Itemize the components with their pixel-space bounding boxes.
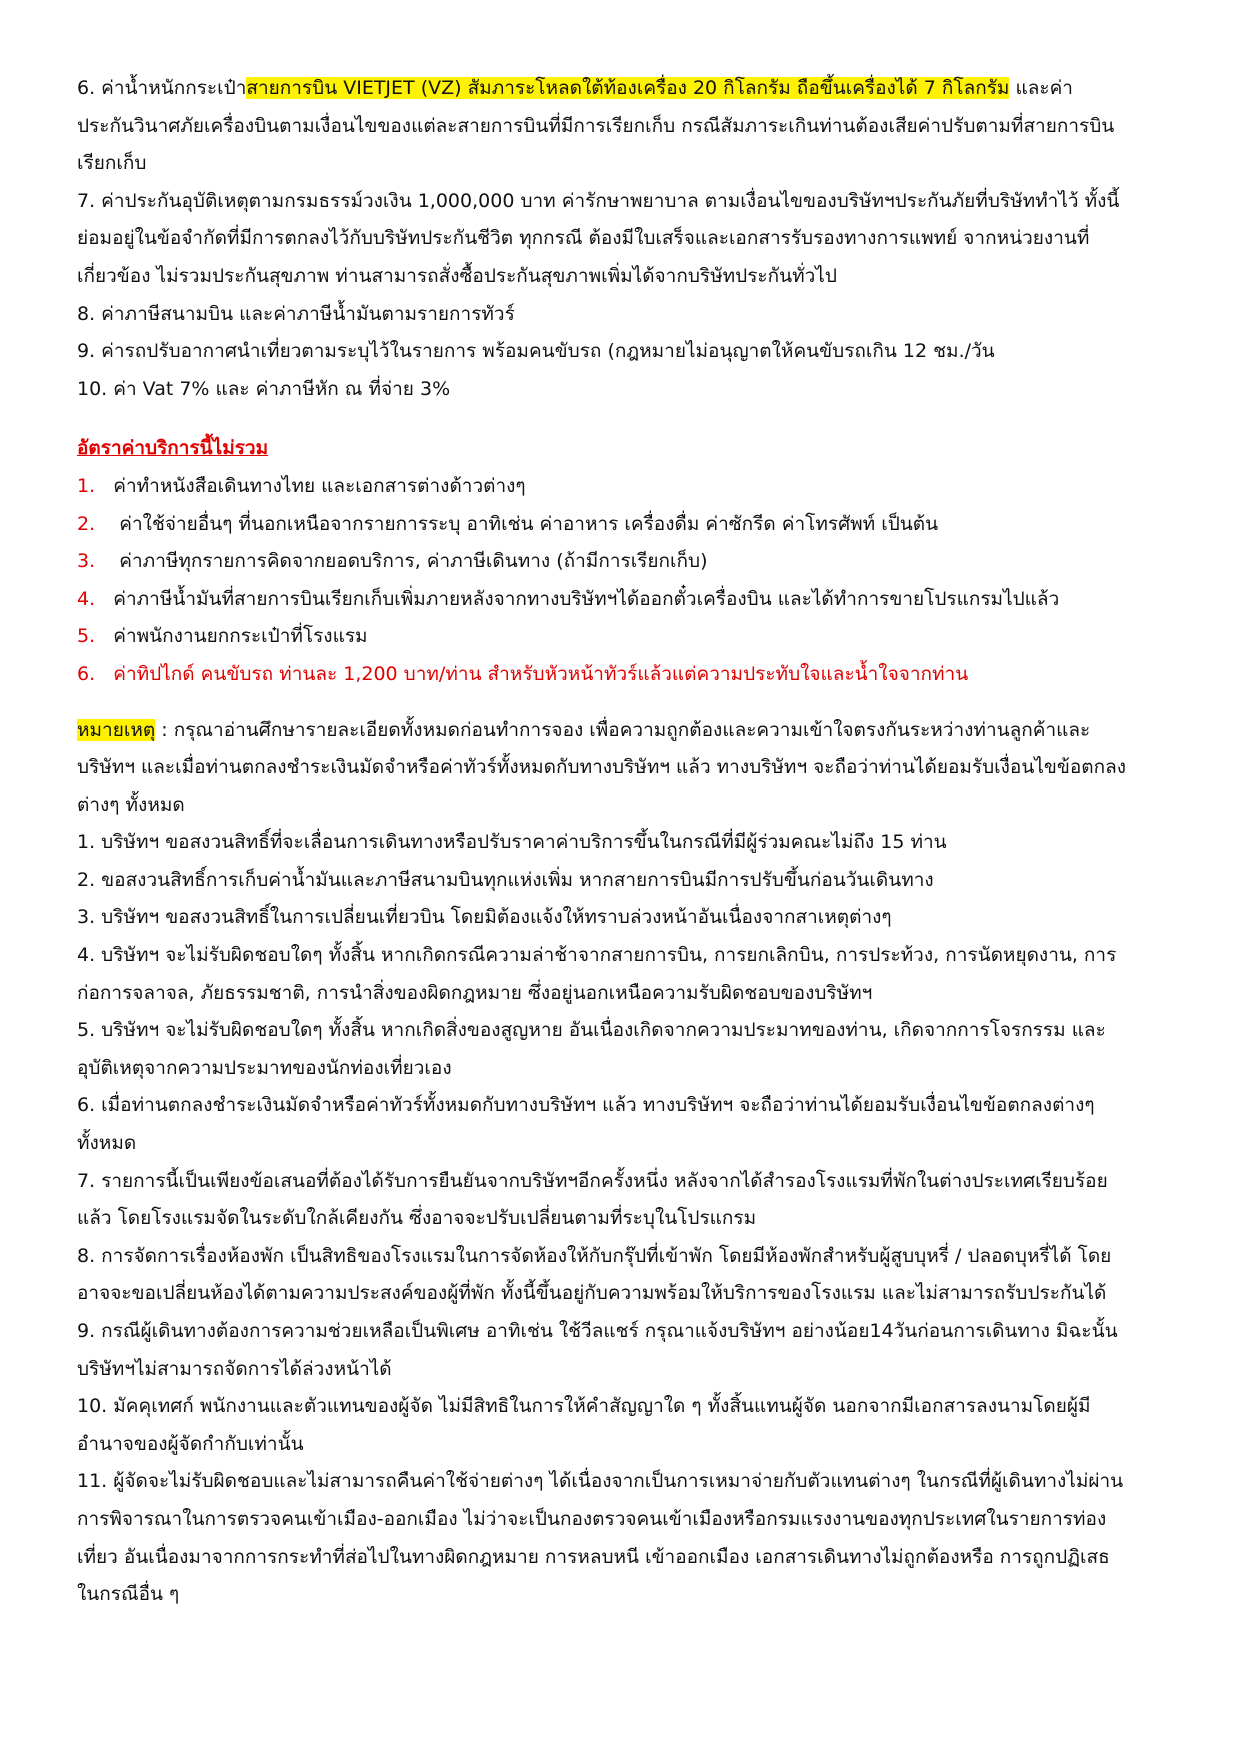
remark-intro-text: กรุณาอ่านศึกษารายละเอียดทั้งหมดก่อนทำการจอง เพื่อความถูกต้องและความเข้าใจตรงกันระหว่างท่านลูกค้าและบริษัทฯ และเมื่อท่านตกลงชำระเงินมัดจำหรือค่าทัวร์ทั้งหมดกับทางบริษัทฯ แล้ว ทางบริษัทฯ จะถือว่าท่านได้ยอมรับเงื่อนไขข้อตกลงต่างๆ ทั้งหมด [77, 718, 1127, 816]
document-page [77, 70, 1129, 1614]
item-number: 1. [77, 474, 96, 497]
included-item-7: 7. ค่าประกันอุบัติเหตุตามกรมธรรม์วงเงิน 1,000,000 บาท ค่ารักษาพยาบาล ตามเงื่อนไขของบริษัทฯประกันภัยที่บริษัททำไว้ ทั้งนี้ย่อมอยู่ในข้อจำกัดที่มีการตกลงไว้กับบริษัทประกันชีวิต ทุกกรณี ต้องมีใบเสร็จและเอกสารรับรองทางการแพทย์ จากหน่วยงานที่เกี่ยวข้อง ไม่รวมประกันสุขภาพ ท่านสามารถสั่งซื้อประกันสุขภาพเพิ่มได้จากบริษัทประกันทั่วไป [77, 189, 1120, 287]
item-text: และค่าประกันวินาศภัยเครื่องบินตามเงื่อนไขของแต่ละสายการบินที่มีการเรียกเก็บ กรณีสัมภาระเกินท่านต้องเสียค่าปรับตามที่สายการบินเรียกเก็บ [77, 77, 1115, 175]
not-included-item-5 [77, 618, 1129, 656]
remark-item-7: 7. รายการนี้เป็นเพียงข้อเสนอที่ต้องได้รับการยืนยันจากบริษัทฯอีกครั้งหนึ่ง หลังจากได้สำรองโรงแรมที่พักในต่างประเทศเรียบร้อยแล้ว โดยโรงแรมจัดในระดับใกล้เคียงกัน ซึ่งอาจจะปรับเปลี่ยนตามที่ระบุในโปรแกรม [77, 1169, 1108, 1230]
remark-item-10: 10. มัคคุเทศก์ พนักงานและตัวแทนของผู้จัด ไม่มีสิทธิในการให้คำสัญญาใด ๆ ทั้งสิ้นแทนผู้จัด นอกจากมีเอกสารลงนามโดยผู้มีอำนาจของผู้จัดกำกับเท่านั้น [77, 1395, 1091, 1455]
remark-item-4: 4. บริษัทฯ จะไม่รับผิดชอบใดๆ ทั้งสิ้น หากเกิดกรณีความล่าช้าจากสายการบิน, การยกเลิกบิน, การประท้วง, การนัดหยุดงาน, การก่อการจลาจล, ภัยธรรมชาติ, การนำสิ่งของผิดกฎหมาย ซึ่งอยู่นอกเหนือความรับผิดชอบของบริษัทฯ [77, 944, 1117, 1004]
not-included-item-3 [77, 543, 1129, 581]
remark-item-5: 5. บริษัทฯ จะไม่รับผิดชอบใดๆ ทั้งสิ้น หากเกิดสิ่งของสูญหาย อันเนื่องเกิดจากความประมาทของท่าน, เกิดจากการโจรกรรม และ อุบัติเหตุจากความประมาทของนักท่องเที่ยวเอง [77, 1019, 1106, 1079]
spacer [77, 408, 1129, 430]
included-item-8: 8. ค่าภาษีสนามบิน และค่าภาษีน้ำมันตามรายการทัวร์ [77, 302, 515, 325]
item-text: ค่าใช้จ่ายอื่นๆ ที่นอกเหนือจากรายการระบุ อาทิเช่น ค่าอาหาร เครื่องดื่ม ค่าซักรีด ค่าโทรศัพท์ เป็นต้น [113, 512, 939, 535]
item-text: ค่าภาษีน้ำมันที่สายการบินเรียกเก็บเพิ่มภายหลังจากทางบริษัทฯได้ออกตั๋วเครื่องบิน และได้ทำการขายโปรแกรมไปแล้ว [113, 587, 1060, 610]
not-included-item-4 [77, 581, 1129, 619]
remark-label: หมายเหตุ [77, 718, 156, 741]
item-number: 5. [77, 625, 96, 648]
item-number: 2. [77, 512, 96, 535]
item-number: 4. [77, 587, 96, 610]
item-text: ค่าพนักงานยกกระเป๋าที่โรงแรม [113, 625, 368, 648]
remark-intro [77, 712, 1129, 825]
remark-colon: : [155, 718, 174, 741]
item-number: 6. [77, 662, 96, 685]
remark-item-6: 6. เมื่อท่านตกลงชำระเงินมัดจำหรือค่าทัวร์ทั้งหมดกับทางบริษัทฯ แล้ว ทางบริษัทฯ จะถือว่าท่านได้ยอมรับเงื่อนไขข้อตกลงต่างๆ ทั้งหมด [77, 1094, 1095, 1155]
not-included-item-6 [77, 656, 1129, 694]
remark-item-3: 3. บริษัทฯ ขอสงวนสิทธิ์ในการเปลี่ยนเที่ยวบิน โดยมิต้องแจ้งให้ทราบล่วงหน้าอันเนื่องจากสาเหตุต่างๆ [77, 906, 892, 929]
included-item-6 [77, 70, 1129, 183]
baggage-highlight: สายการบิน VIETJET (VZ) สัมภาระโหลดใต้ท้องเครื่อง 20 กิโลกรัม ถือขึ้นเครื่องได้ 7 กิโลกรัม [246, 77, 1010, 99]
remark-item-9: 9. กรณีผู้เดินทางต้องการความช่วยเหลือเป็นพิเศษ อาทิเช่น ใช้วีลแชร์ กรุณาแจ้งบริษัทฯ อย่างน้อย14วันก่อนการเดินทาง มิฉะนั้น บริษัทฯไม่สามารถจัดการได้ล่วงหน้าได้ [77, 1320, 1118, 1380]
remark-item-1: 1. บริษัทฯ ขอสงวนสิทธิ์ที่จะเลื่อนการเดินทางหรือปรับราคาค่าบริการขึ้นในกรณีที่มีผู้ร่วมคณะไม่ถึง 15 ท่าน [77, 831, 947, 854]
item-text: ค่าทิปไกด์ คนขับรถ ท่านละ 1,200 บาท/ท่าน สำหรับหัวหน้าทัวร์แล้วแต่ความประทับใจและน้ำใจจากท่าน [113, 662, 969, 685]
item-text: ค่าภาษีทุกรายการคิดจากยอดบริการ, ค่าภาษีเดินทาง (ถ้ามีการเรียกเก็บ) [113, 550, 708, 573]
item-text: 6. ค่าน้ำหนักกระเป๋า [77, 77, 247, 99]
remark-item-11: 11. ผู้จัดจะไม่รับผิดชอบและไม่สามารถคืนค่าใช้จ่ายต่างๆ ได้เนื่องจากเป็นการเหมาจ่ายกับตัวแทนต่างๆ ในกรณีที่ผู้เดินทางไม่ผ่านการพิจารณาในการตรวจคนเข้าเมือง-ออกเมือง ไม่ว่าจะเป็นกองตรวจคนเข้าเมืองหรือกรมแรงงานของทุกประเทศในรายการท่องเที่ยว อันเนื่องมาจากการกระทำที่ส่อไปในทางผิดกฎหมาย การหลบหนี เข้าออกเมือง เอกสารเดินทางไม่ถูกต้องหรือ การถูกปฏิเสธในกรณีอื่น ๆ [77, 1470, 1124, 1606]
spacer [77, 694, 1129, 712]
not-included-item-2 [77, 506, 1129, 544]
not-included-heading: อัตราค่าบริการนี้ไม่รวม [77, 437, 269, 460]
item-number: 3. [77, 550, 96, 573]
not-included-item-1 [77, 468, 1129, 506]
remark-item-2: 2. ขอสงวนสิทธิ์การเก็บค่าน้ำมันและภาษีสนามบินทุกแห่งเพิ่ม หากสายการบินมีการปรับขึ้นก่อนวันเดินทาง [77, 868, 934, 891]
included-item-9: 9. ค่ารถปรับอากาศนำเที่ยวตามระบุไว้ในรายการ พร้อมคนขับรถ (กฎหมายไม่อนุญาตให้คนขับรถเกิน 12 ชม./วัน [77, 340, 995, 363]
included-item-10: 10. ค่า Vat 7% และ ค่าภาษีหัก ณ ที่จ่าย 3% [77, 377, 451, 400]
remark-item-8: 8. การจัดการเรื่องห้องพัก เป็นสิทธิของโรงแรมในการจัดห้องให้กับกรุ๊ปที่เข้าพัก โดยมีห้องพักสำหรับผู้สูบบุหรี่ / ปลอดบุหรี่ได้ โดยอาจจะขอเปลี่ยนห้องได้ตามความประสงค์ของผู้ที่พัก ทั้งนี้ขึ้นอยู่กับความพร้อมให้บริการของโรงแรม และไม่สามารถรับประกันได้ [77, 1244, 1112, 1305]
item-text: ค่าทำหนังสือเดินทางไทย และเอกสารต่างด้าวต่างๆ [113, 474, 526, 497]
